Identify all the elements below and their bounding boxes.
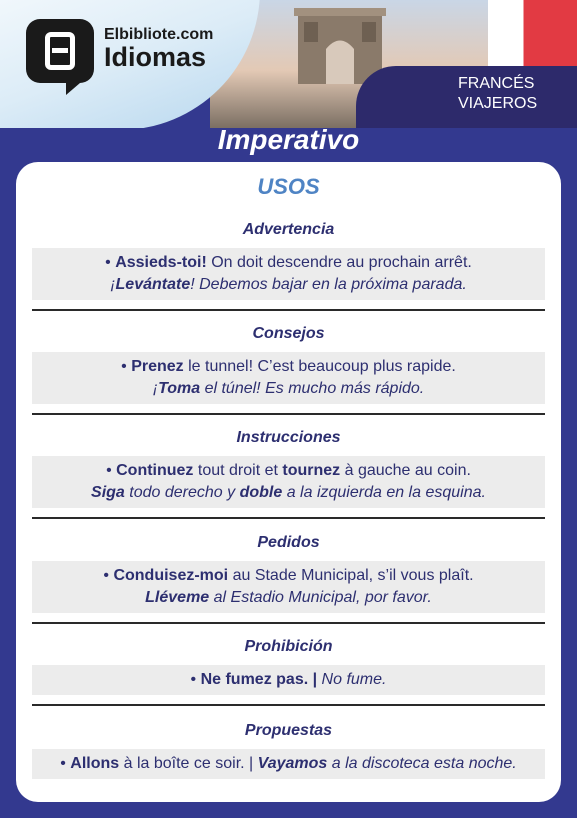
usage-group (32, 531, 545, 624)
usage-heading: Instrucciones (236, 429, 341, 446)
usage-heading: Advertencia (242, 221, 335, 238)
logo-site: Elbibliote.com (104, 26, 214, 43)
section-title: USOS (257, 174, 320, 199)
spanish-translation: No fume. (321, 671, 387, 688)
usage-group (32, 322, 545, 415)
usage-heading: Pedidos (257, 534, 320, 551)
spanish-translation: Vayamos a la discoteca esta noche. (257, 755, 517, 772)
spanish-translation: ¡Toma el túnel! Es mucho más rápido. (152, 380, 425, 397)
badge-language: FRANCÉS (458, 75, 535, 92)
french-sentence: • Conduisez-moi au Stade Municipal, s’il vous plaît. (103, 567, 474, 584)
spanish-translation: Lléveme al Estadio Municipal, por favor. (145, 589, 432, 606)
usage-group (32, 426, 545, 519)
french-sentence: • Assieds-toi! On doit descendre au prochain arrêt. (105, 254, 472, 271)
section-divider (32, 622, 545, 624)
section-divider (32, 413, 545, 415)
french-sentence: • Ne fumez pas. | (190, 671, 318, 688)
section-divider (32, 517, 545, 519)
french-sentence: • Continuez tout droit et tournez à gauche au coin. (106, 462, 471, 479)
section-divider (32, 309, 545, 311)
usage-heading: Prohibición (244, 638, 333, 655)
logo-brand: Idiomas (104, 42, 207, 72)
example-box (32, 561, 545, 613)
french-sentence: • Allons à la boîte ce soir. | (60, 755, 258, 772)
usage-group (32, 719, 545, 779)
page-title: Imperativo (217, 124, 360, 155)
example-box (32, 456, 545, 508)
example-box (32, 665, 545, 695)
example-box (32, 749, 545, 779)
badge-level: VIAJEROS (458, 95, 538, 112)
spanish-translation: Siga todo derecho y doble a la izquierda en la esquina. (91, 484, 486, 501)
section-divider (32, 704, 545, 706)
example-box (32, 248, 545, 300)
spanish-translation: ¡Levántate! Debemos bajar en la próxima parada. (110, 276, 467, 293)
example-box (32, 352, 545, 404)
content-card (16, 162, 561, 802)
usage-group (32, 218, 545, 311)
usage-heading: Consejos (252, 325, 325, 342)
usage-group (32, 635, 545, 706)
logo-icon (26, 19, 94, 83)
header-banner (0, 0, 577, 128)
usage-heading: Propuestas (244, 722, 333, 739)
french-sentence: • Prenez le tunnel! C’est beaucoup plus rapide. (121, 358, 456, 375)
